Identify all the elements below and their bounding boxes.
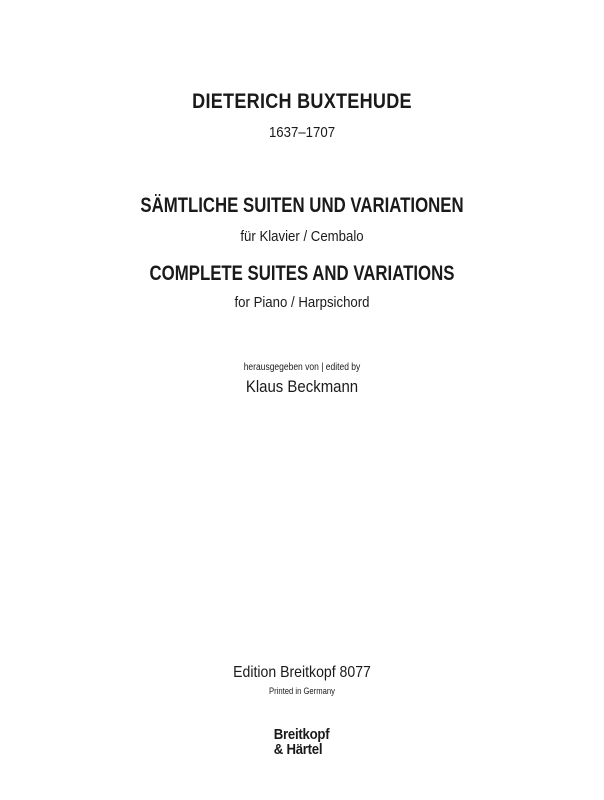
publisher-logo-line2: & Härtel [274, 741, 323, 758]
subtitle-german: für Klavier / Cembalo [240, 228, 364, 245]
editor-label: herausgegeben von | edited by [243, 362, 361, 373]
editor-name: Klaus Beckmann [245, 377, 359, 396]
composer-dates: 1637–1707 [268, 124, 336, 141]
title-english: COMPLETE SUITES AND VARIATIONS [149, 262, 455, 285]
printed-in: Printed in Germany [269, 686, 335, 696]
title-german: SÄMTLICHE SUITEN UND VARIATIONEN [140, 194, 464, 217]
publisher-logo-line1: Breitkopf [274, 726, 330, 743]
edition-number: Edition Breitkopf 8077 [233, 664, 371, 681]
composer-name: DIETERICH BUXTEHUDE [192, 90, 412, 113]
publisher-logo [0, 727, 604, 759]
subtitle-english: for Piano / Harpsichord [234, 294, 370, 311]
